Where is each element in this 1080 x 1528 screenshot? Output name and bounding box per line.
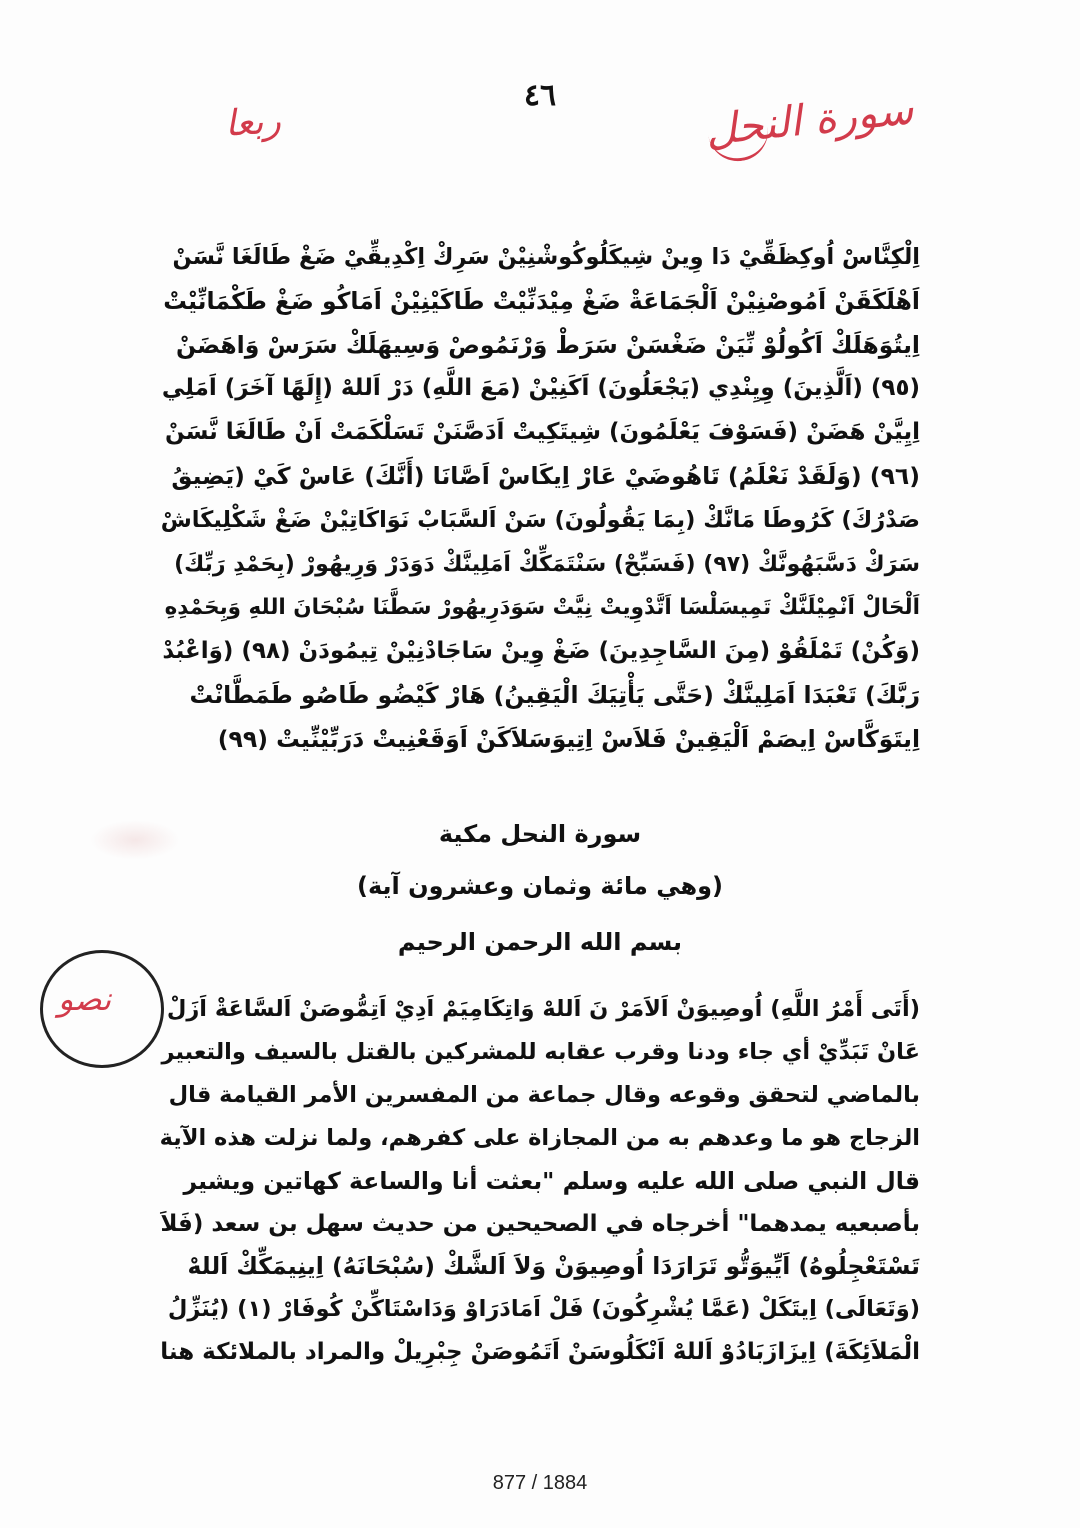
text-line: اِيتَوَكَّاسْ اِيصَمْ اَلْيَقِينْ فَلاَسْ اِتِيوَسَلاَكَنْ اَوَقَعْنِيتْ دَرَبِّيْنِّيتْ (٩٩) [217, 724, 920, 753]
text-line: بأصبعيه يمدهما" أخرجاه في الصحيحين من حديث سهل بن سعد (فَلاَ [160, 1210, 920, 1237]
text-line: تَسْتَعْجِلُوهُ) اَيِّيوَتُّو تَرَارَدَا اُوصِيوَنْ وَلاَ اَلشَّكْ (سُبْحَانَهُ) اِينِيمَكِّكْ اَللهْ [187, 1252, 920, 1281]
surah-title: سورة النحل مكية [438, 820, 642, 848]
text-line: (أَتَى أَمْرُ اللَّهِ) اُوصِيوَنْ اَلاَمَرْ نَ اَللهْ وَاتِكَامِيَمْ اَدِيْ اَتِمُّوصَنْ اَلسَّاعَةْ اَزَلْ [166, 996, 920, 1022]
text-line: اَلْحَالْ اَنْمِيْلَنَّكْ تَمِيسَلْسَا اَتَّدْوِيتْ نِيَّتْ سَوَدَرِيهُورْ سَطَّنَا سُبْحَانَ اللهِ وَبِحَمْدِهِ [164, 595, 920, 621]
text-line: عَانْ تَبَدِّيْ أي جاء ودنا وقرب عقابه للمشركين بالقتل بالسيف والتعبير [161, 1038, 920, 1065]
text-line: اَهْلَكَقَنْ اَمُوصْنِيْنْ اَلْجَمَاعَةْ ضَغْ مِيْدَنِّيْتْ طَاكَيْنِيْنْ اَمَاكُو ضَغْ طَكْمَانِّيْتْ [163, 286, 920, 315]
page-number: ٤٦ [523, 78, 557, 113]
text-line: سَرَكْ دَسَّبَهُونَّكْ (٩٧) (فَسَبِّحْ) سَنْتَمَكِّكْ اَمَلِينَّكْ دَوَدَرْ وَرِيهُورْ (بِحَمْدِ رَبِّكَ) [174, 551, 920, 577]
basmala: بسم الله الرحمن الرحيم [397, 928, 683, 956]
text-line: اِلْكِنَّاسْ اُوكِظَقِّيْ دَا وِينْ شِيكَلُوكُوشْنِيْنْ سَرِكْ اِكْدِيقِّيْ ضَغْ طَالَغَا نَّسَنْ [172, 244, 920, 270]
handwritten-quarter-mark: ربعا [223, 100, 283, 145]
text-line: قال النبي صلى الله عليه وسلم "بعثت أنا والساعة كهاتين ويشير [183, 1166, 920, 1195]
text-line: صَدْرُكَ) كَرُوطَا مَانَّكْ (بِمَا يَقُولُونَ) سَنْ اَلسَّبَابْ نَوَاكَاتِيْنْ ضَغْ شَكْلِيكَاشْ [160, 506, 920, 533]
margin-note: نصو [58, 980, 112, 1018]
page-counter: 877 / 1884 [492, 1472, 588, 1494]
text-line: الزجاج هو ما وعدهم به من المجازاة على كفرهم، ولما نزلت هذه الآية [159, 1124, 920, 1151]
handwritten-surah-name: سورة النحل [703, 84, 916, 155]
bottom-paragraph [160, 988, 920, 1374]
text-line: رَبَّكَ) تَعْبَدَا اَمَلِينَّكْ (حَتَّى يَأْتِيَكَ الْيَقِينُ) هَارْ كَيْضُو طَاصُو طَمَطَّانْتْ [189, 680, 920, 709]
surah-subtitle: (وهي مائة وثمان وعشرون آية) [356, 872, 723, 900]
text-line: (وَتَعَالَى) اِيتَكَلْ (عَمَّا يُشْرِكُونَ) فَلْ اَمَادَرَاوْ وَدَاسْتَاكِّنْ كُوفَارْ (١) (يُنَزِّلُ [167, 1296, 920, 1323]
text-line: بالماضي لتحقق وقوعه وقال جماعة من المفسرين الأمر القيامة قال [168, 1081, 920, 1108]
text-line: (٩٦) (وَلَقَدْ نَعْلَمُ) تَاهُوضَيْ عَارْ اِيكَاسْ اَصَّانَا (أَنَّكَ) عَاسْ كَيْ (يَضِيقُ [171, 461, 920, 490]
text-line: الْمَلاَئِكَةَ) اِيزَازَبَادُوْ اَللهْ اَنْكَلُوسَنْ اَتَمُوصَنْ جِبْرِيلْ والمراد بالملائكة هنا [160, 1339, 920, 1366]
text-line: (وَكُنْ) تَمْلَقُوْ (مِنَ السَّاجِدِينَ) ضَغْ وِينْ سَاجَادْنِيْنْ تِيمُودَنْ (٩٨) (وَاعْبُدْ [162, 638, 920, 665]
text-line: اِيتُوَهَلَكْ اَكُولُوْ نِّيَنْ ضَغْسَنْ سَرَطْ وَرْنَمُوصْ وَسِيهَلَكْ سَرَسْ وَاهَضَنْ [176, 330, 920, 359]
text-line: (٩٥) (اَلَّذِينَ) وِيِنْدِي (يَجْعَلُونَ) اَكَنِيْنْ (مَعَ اللَّهِ) دَرْ اَللهْ (إِلَهًا آخَرَ) اَمَلِي [161, 375, 920, 402]
top-paragraph [160, 236, 920, 762]
text-line: اِيِيَّنْ هَضَنْ (فَسَوْفَ يَعْلَمُونَ) شِيتَكِيتْ اَدَصَّنَنْ تَسَلْكَمَتْ اَنْ طَالَغَا نَّسَنْ [165, 419, 920, 446]
